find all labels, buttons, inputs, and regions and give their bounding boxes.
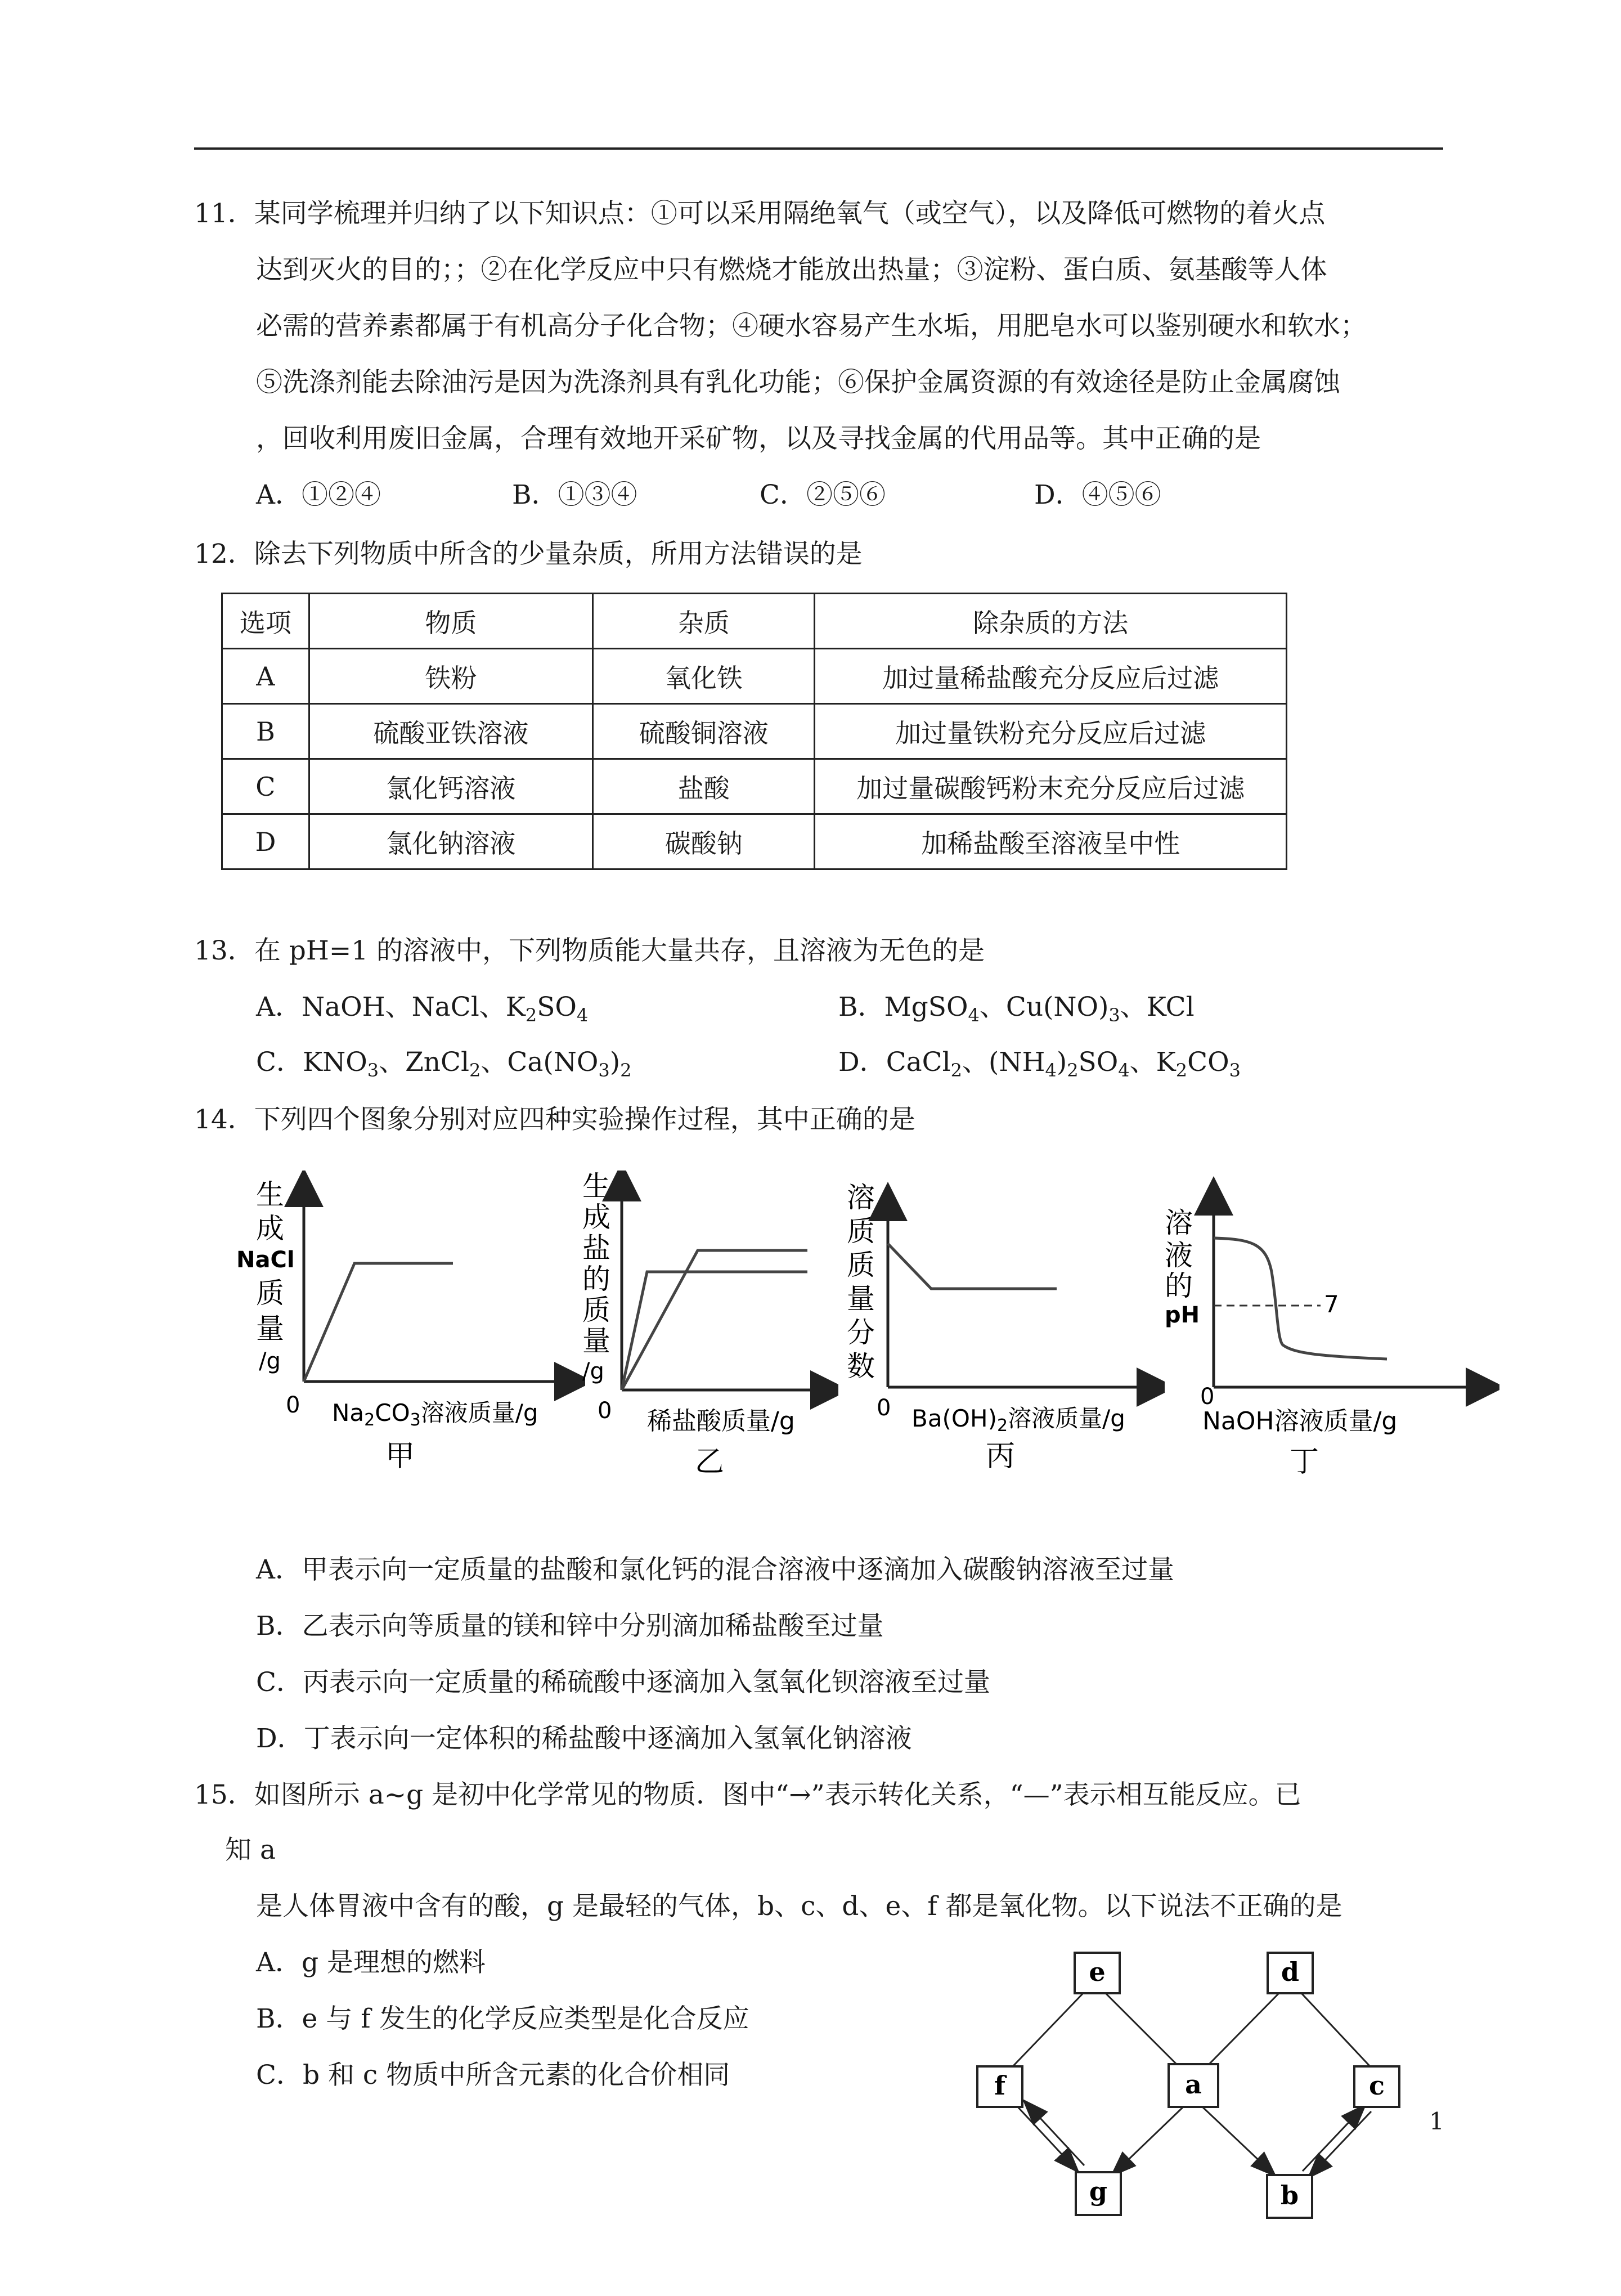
q11-line-5: ，回收利用废旧金属，合理有效地开采矿物，以及寻找金属的代用品等。其中正确的是: [256, 423, 1261, 454]
q15-line-3: 是人体胃液中含有的酸，g 是最轻的气体，b、c、d、e、f 都是氧化物。以下说法不正确的是: [256, 1891, 1342, 1922]
q15-option-c: C．b 和 c 物质中所含元素的化合价相同: [256, 2060, 730, 2091]
link-e-f: [1013, 1993, 1083, 2066]
ylabel-char: pH: [1165, 1302, 1200, 1328]
ylabel-char: /g: [259, 1348, 281, 1374]
q15-line-2: 知 a: [225, 1835, 276, 1866]
link-e-a: [1106, 1993, 1179, 2066]
ylabel-char: 分: [847, 1316, 875, 1349]
q13-stem: 13．在 pH=1 的溶液中，下列物质能大量共存，且溶液为无色的是: [194, 935, 985, 966]
table-cell: 碳酸钠: [593, 814, 815, 869]
header-rule: [194, 147, 1443, 150]
arrow-c-to-b: [1309, 2111, 1371, 2177]
ylabel-char: 生: [256, 1178, 284, 1211]
node-label: a: [1185, 2069, 1202, 2100]
origin-label: 0: [286, 1392, 300, 1418]
xlabel: NaOH溶液质量/g: [1202, 1407, 1398, 1436]
header-cell: 除杂质的方法: [815, 594, 1287, 649]
ylabel-char: 量: [256, 1312, 284, 1345]
node-label: d: [1281, 1957, 1300, 1987]
graph-name: 乙: [695, 1445, 725, 1479]
q11-option-b: B．①③④: [512, 479, 637, 510]
arrow-f-to-g: [1017, 2106, 1077, 2171]
arrow-g-to-f: [1025, 2101, 1084, 2165]
q11-line-2: 达到灭火的目的；；②在化学反应中只有燃烧才能放出热量；③淀粉、蛋白质、氨基酸等人体: [256, 254, 1327, 285]
node-label: g: [1089, 2176, 1108, 2207]
xlabel: 稀盐酸质量/g: [647, 1407, 795, 1436]
table-cell: 加过量铁粉充分反应后过滤: [815, 704, 1287, 759]
ylabel-char: 质: [256, 1277, 284, 1310]
table-row: [222, 814, 1287, 869]
table-cell: 氯化钙溶液: [309, 759, 592, 814]
xlabel: Ba(OH)2溶液质量/g: [911, 1405, 1125, 1436]
table-cell: 加稀盐酸至溶液呈中性: [815, 814, 1287, 869]
table-cell: 硫酸铜溶液: [593, 704, 815, 759]
graph-name: 丁: [1290, 1445, 1319, 1479]
q11-line-3: 必需的营养素都属于有机高分子化合物；④硬水容易产生水垢，用肥皂水可以鉴别硬水和软水；: [256, 311, 1367, 342]
table-header-row: [222, 594, 1287, 649]
ylabel-char: 质: [582, 1294, 610, 1326]
q15-option-b: B．e 与 f 发生的化学反应类型是化合反应: [256, 2003, 749, 2034]
ylabel-char: 的: [582, 1263, 610, 1295]
arrow-a-to-g: [1112, 2106, 1184, 2175]
arrow-a-to-b: [1201, 2106, 1274, 2175]
q12-table: [221, 593, 1287, 870]
table-cell: 加过量碳酸钙粉末充分反应后过滤: [815, 759, 1287, 814]
table-cell: 氧化铁: [593, 649, 815, 704]
table-cell: D: [222, 814, 309, 869]
ylabel-char: 量: [847, 1282, 875, 1315]
q15-option-a: A．g 是理想的燃料: [256, 1947, 486, 1978]
ylabel-char: 生: [582, 1171, 610, 1203]
ylabel-char: 成: [256, 1212, 284, 1245]
header-cell: 选项: [222, 594, 309, 649]
ylabel-char: 成: [582, 1201, 610, 1234]
table-cell: 加过量稀盐酸充分反应后过滤: [815, 649, 1287, 704]
link-a-d: [1207, 1993, 1279, 2066]
q11-line-4: ⑤洗涤剂能去除油污是因为洗涤剂具有乳化功能；⑥保护金属资源的有效途径是防止金属腐蚀: [256, 367, 1340, 398]
ylabel-char: 盐: [582, 1232, 610, 1264]
table-cell: 氯化钠溶液: [309, 814, 592, 869]
ylabel-char: 的: [1165, 1270, 1193, 1302]
graph-jia: [236, 1171, 585, 1491]
curve: [304, 1263, 453, 1382]
curve: [888, 1244, 1057, 1289]
header-cell: 杂质: [593, 594, 815, 649]
origin-label: 0: [598, 1398, 612, 1424]
q13-option-b: B．MgSO$_4$、$Cu(NO)_3$、KCl: [838, 992, 1195, 1026]
graph-name: 甲: [385, 1440, 415, 1473]
q12-stem: 12．除去下列物质中所含的少量杂质，所用方法错误的是: [194, 539, 863, 569]
q14-stem: 14．下列四个图象分别对应四种实验操作过程，其中正确的是: [194, 1104, 915, 1135]
q11-option-a: A．①②④: [256, 479, 381, 510]
ylabel-char: 质: [847, 1249, 875, 1281]
graph-yi: [580, 1171, 838, 1491]
q11-option-c: C．②⑤⑥: [760, 479, 886, 510]
q13-option-c: C．$KNO_3$、ZnCl$_2$、$Ca(NO_3)_2$: [256, 1047, 632, 1081]
ylabel-char: 溶: [847, 1181, 875, 1214]
graph-name: 丙: [986, 1440, 1016, 1473]
node-label: e: [1089, 1957, 1106, 1987]
ylabel-char: /g: [582, 1358, 604, 1384]
graph-bing: [838, 1171, 1165, 1491]
link-d-c: [1301, 1993, 1370, 2066]
origin-label: 0: [877, 1395, 891, 1421]
ylabel-char: 溶: [1165, 1207, 1193, 1239]
arrow-b-to-c: [1303, 2106, 1364, 2171]
q13-option-d: D．CaCl$_2$、$(NH_4)_2SO_4$、$K_2CO_3$: [838, 1047, 1241, 1081]
curve-1: [622, 1272, 807, 1390]
q11-option-d: D．④⑤⑥: [1034, 479, 1161, 510]
page-number: 1: [1429, 2107, 1444, 2135]
curve: [1214, 1238, 1387, 1359]
graph-ding: [1162, 1171, 1499, 1491]
ylabel-char: 量: [582, 1325, 610, 1357]
header-cell: 物质: [309, 594, 592, 649]
table-row: [222, 649, 1287, 704]
ylabel-char: 液: [1165, 1239, 1193, 1272]
q14-option-d: D．丁表示向一定体积的稀盐酸中逐滴加入氢氧化钠溶液: [256, 1723, 912, 1754]
xlabel: Na2CO3溶液质量/g: [332, 1399, 538, 1430]
origin-label: 0: [1200, 1384, 1215, 1410]
table-cell: 盐酸: [593, 759, 815, 814]
q14-option-c: C．丙表示向一定质量的稀硫酸中逐滴加入氢氧化钡溶液至过量: [256, 1667, 990, 1698]
table-cell: 铁粉: [309, 649, 592, 704]
q13-option-a: A．NaOH、NaCl、$K_2SO_4$: [256, 992, 589, 1026]
node-label: c: [1368, 2070, 1385, 2101]
ph7-label: 7: [1324, 1290, 1339, 1318]
table-row: [222, 759, 1287, 814]
q11-line-1: 11．某同学梳理并归纳了以下知识点：①可以采用隔绝氧气（或空气），以及降低可燃物的着火点: [194, 198, 1326, 229]
node-label: b: [1280, 2180, 1299, 2210]
ylabel-char: 数: [847, 1350, 875, 1383]
table-row: [222, 704, 1287, 759]
table-cell: B: [222, 704, 309, 759]
ylabel-char: 质: [847, 1215, 875, 1248]
table-cell: C: [222, 759, 309, 814]
ylabel-char: NaCl: [236, 1247, 295, 1273]
q14-option-a: A．甲表示向一定质量的盐酸和氯化钙的混合溶液中逐滴加入碳酸钠溶液至过量: [256, 1554, 1174, 1585]
table-cell: A: [222, 649, 309, 704]
node-label: f: [994, 2070, 1005, 2101]
q15-line-1: 15．如图所示 a~g 是初中化学常见的物质．图中“→”表示转化关系，“—”表示相互能反应。已: [194, 1779, 1301, 1810]
q15-relationship-diagram: [971, 1947, 1415, 2228]
q14-option-b: B．乙表示向等质量的镁和锌中分别滴加稀盐酸至过量: [256, 1611, 884, 1642]
table-cell: 硫酸亚铁溶液: [309, 704, 592, 759]
